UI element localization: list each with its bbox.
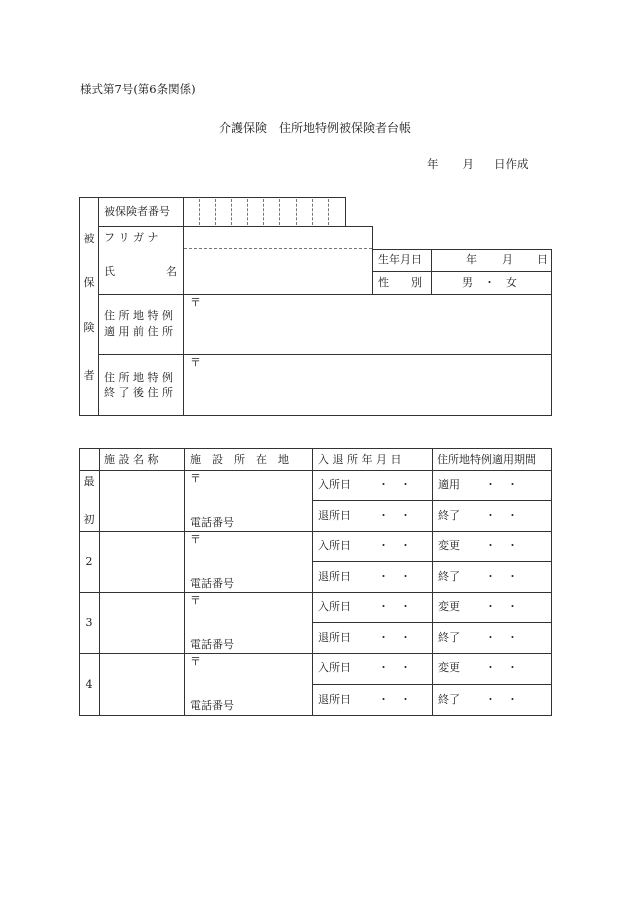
phone-label: 電話番号 — [190, 516, 234, 529]
period-end-dots: ・ ・ — [485, 570, 518, 583]
row-label-first-b: 初 — [83, 513, 95, 526]
header-special-period: 住所地特例適用期間 — [437, 453, 536, 466]
postal-mark: 〒 — [190, 594, 201, 607]
document-title: 介護保険 住所地特例被保険者台帳 — [218, 121, 411, 135]
prev-address-label-line2: 適 用 前 住 所 — [104, 325, 173, 338]
period-end-label: 終了 — [438, 693, 460, 706]
sex-label: 性 別 — [378, 276, 422, 289]
period-change-dots: ・ ・ — [485, 661, 518, 674]
postal-mark: 〒 — [190, 296, 201, 309]
postal-mark: 〒 — [190, 472, 201, 485]
exit-date-dots: ・ ・ — [378, 509, 411, 522]
period-change-label: 変更 — [438, 661, 460, 674]
entry-date-label: 入所日 — [318, 539, 351, 552]
period-apply-label: 適用 — [438, 478, 460, 491]
header-entry-exit-dates: 入 退 所 年 月 日 — [318, 453, 402, 466]
period-end-label: 終了 — [438, 509, 460, 522]
creation-date — [427, 156, 529, 172]
insured-side-column — [79, 197, 99, 416]
entry-date-dots: ・ ・ — [378, 600, 411, 613]
postal-mark: 〒 — [190, 356, 201, 369]
furigana-label: フ リ ガ ナ — [104, 231, 159, 244]
exit-date-label: 退所日 — [318, 631, 351, 644]
side-char-4: 者 — [83, 369, 95, 382]
sex-options[interactable]: 男 ・ 女 — [462, 276, 517, 289]
side-char-3: 険 — [83, 321, 95, 334]
period-end-label: 終了 — [438, 631, 460, 644]
name-label-1: 氏 — [104, 265, 115, 278]
entry-date-dots: ・ ・ — [378, 539, 411, 552]
date-month-label: 月 — [462, 157, 474, 171]
row-label-4: 4 — [85, 678, 93, 691]
prev-address-label-line1: 住 所 地 特 例 — [104, 309, 173, 322]
phone-label: 電話番号 — [190, 638, 234, 651]
date-day-label: 日作成 — [494, 157, 529, 171]
exit-date-label: 退所日 — [318, 509, 351, 522]
name-label-2: 名 — [166, 265, 177, 278]
entry-date-label: 入所日 — [318, 478, 351, 491]
form-number: 様式第7号(第6条関係) — [80, 82, 196, 96]
period-end-dots: ・ ・ — [485, 631, 518, 644]
period-end-dots: ・ ・ — [485, 693, 518, 706]
birth-date-label: 生年月日 — [378, 253, 422, 266]
end-address-label-line1: 住 所 地 特 例 — [104, 371, 173, 384]
exit-date-dots: ・ ・ — [378, 570, 411, 583]
entry-date-label: 入所日 — [318, 600, 351, 613]
row-label-first-a: 最 — [83, 475, 95, 488]
entry-date-dots: ・ ・ — [378, 478, 411, 491]
phone-label: 電話番号 — [190, 699, 234, 712]
phone-label: 電話番号 — [190, 577, 234, 590]
date-year-label: 年 — [427, 157, 439, 171]
period-change-dots: ・ ・ — [485, 600, 518, 613]
row-label-2: 2 — [85, 555, 93, 568]
period-end-label: 終了 — [438, 570, 460, 583]
side-char-2: 保 — [83, 276, 95, 289]
postal-mark: 〒 — [190, 655, 201, 668]
header-facility-location: 施 設 所 在 地 — [190, 453, 289, 466]
header-facility-name: 施 設 名 称 — [104, 453, 159, 466]
entry-date-dots: ・ ・ — [378, 661, 411, 674]
postal-mark: 〒 — [190, 533, 201, 546]
birth-year: 年 — [466, 253, 477, 266]
period-change-dots: ・ ・ — [485, 539, 518, 552]
entry-date-label: 入所日 — [318, 661, 351, 674]
exit-date-dots: ・ ・ — [378, 631, 411, 644]
period-apply-dots: ・ ・ — [485, 478, 518, 491]
exit-date-label: 退所日 — [318, 570, 351, 583]
end-address-label-line2: 終 了 後 住 所 — [104, 386, 173, 399]
birth-month: 月 — [502, 253, 513, 266]
birth-day: 日 — [537, 253, 548, 266]
period-change-label: 変更 — [438, 600, 460, 613]
insured-number-label: 被保険者番号 — [104, 205, 170, 218]
period-change-label: 変更 — [438, 539, 460, 552]
side-char-1: 被 — [83, 232, 95, 245]
exit-date-label: 退所日 — [318, 693, 351, 706]
period-end-dots: ・ ・ — [485, 509, 518, 522]
exit-date-dots: ・ ・ — [378, 693, 411, 706]
row-label-3: 3 — [85, 616, 93, 629]
